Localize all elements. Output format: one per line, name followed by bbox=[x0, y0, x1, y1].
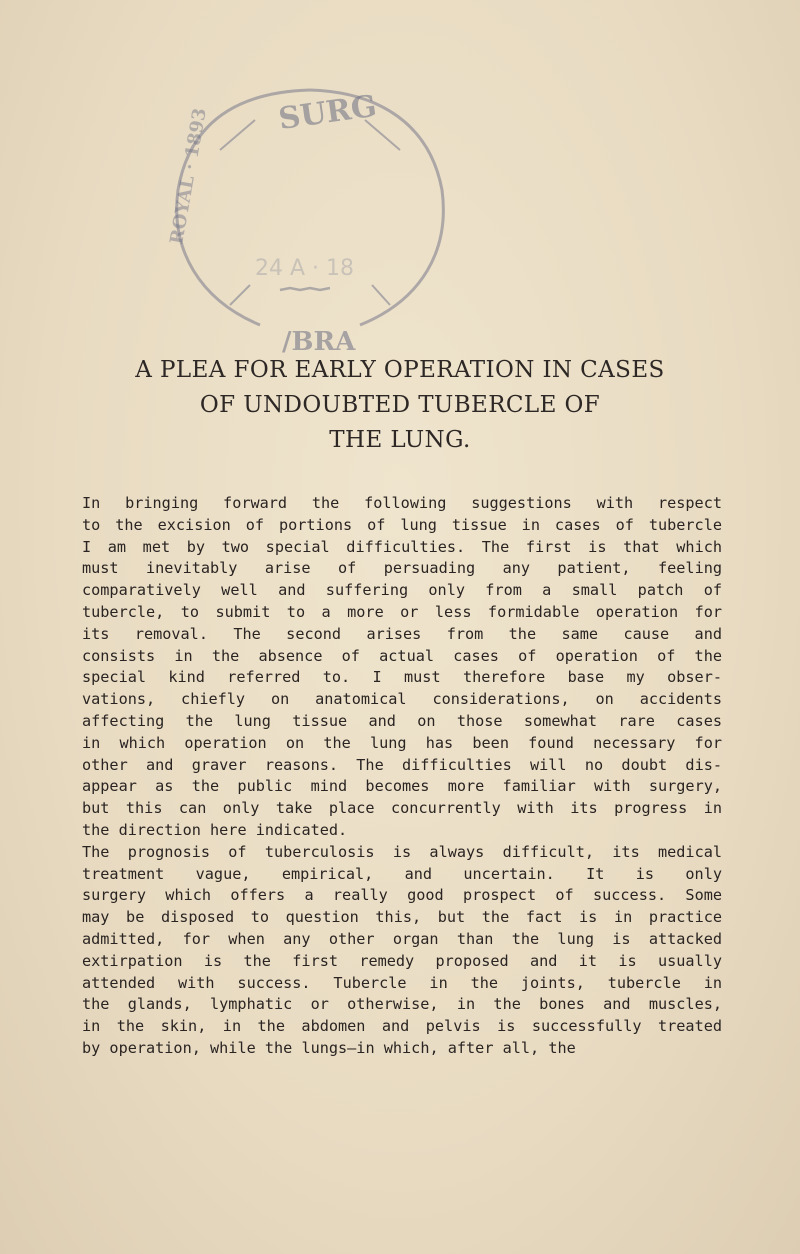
text-line: the glands, lymphatic or otherwise, in the bones and muscles, bbox=[82, 995, 722, 1014]
stamp-top-text: SURG bbox=[276, 88, 379, 138]
body-text bbox=[82, 493, 722, 1060]
text-line: vations, chiefly on anatomical considerations, on accidents bbox=[82, 690, 722, 709]
text-line: in which operation on the lung has been found necessary for bbox=[82, 733, 722, 752]
paragraph-2 bbox=[82, 842, 722, 1060]
text-line: consists in the absence of actual cases of operation of the bbox=[82, 646, 722, 665]
stamp-left-text: ROYAL · 1893 bbox=[166, 106, 211, 246]
text-line: but this can only take place concurrently with its progress in bbox=[82, 799, 722, 818]
text-line: affecting the lung tissue and on those somewhat rare cases bbox=[82, 711, 722, 730]
text-line: tubercle, to submit to a more or less formidable operation for bbox=[82, 602, 722, 621]
text-line: extirpation is the first remedy proposed and it is usually bbox=[82, 951, 722, 970]
title-line-1: A PLEA FOR EARLY OPERATION IN CASES bbox=[135, 357, 665, 383]
text-line: surgery which offers a really good prospect of success. Some bbox=[82, 886, 722, 905]
text-line: In bringing forward the following suggestions with respect bbox=[82, 494, 722, 512]
text-line: its removal. The second arises from the same cause and bbox=[82, 624, 722, 643]
text-line: comparatively well and suffering only from a small patch of bbox=[82, 581, 722, 600]
text-line: may be disposed to question this, but the fact is in practice bbox=[82, 908, 722, 927]
text-line: the direction here indicated. bbox=[82, 820, 348, 839]
title-line-3: THE LUNG. bbox=[329, 427, 471, 453]
text-line: I am met by two special difficulties. The first is that which bbox=[82, 537, 722, 556]
text-line: by operation, while the lungs—in which, after all, the bbox=[82, 1038, 576, 1057]
library-stamp-icon bbox=[160, 80, 470, 360]
text-line: treatment vague, empirical, and uncertain. It is only bbox=[82, 864, 722, 883]
text-line: in the skin, in the abdomen and pelvis is successfully treated bbox=[82, 1017, 722, 1036]
text-line: appear as the public mind becomes more familiar with surgery, bbox=[82, 777, 722, 796]
text-line: other and graver reasons. The difficulties will no doubt dis- bbox=[82, 755, 722, 774]
text-line: admitted, for when any other organ than the lung is attacked bbox=[82, 929, 722, 948]
text-line: attended with success. Tubercle in the joints, tubercle in bbox=[82, 973, 722, 992]
text-line: special kind referred to. I must therefore base my obser- bbox=[82, 668, 722, 687]
document-title bbox=[40, 353, 760, 458]
stamp-numbers: 24 A · 18 bbox=[255, 256, 355, 281]
text-line: The prognosis of tuberculosis is always difficult, its medical bbox=[82, 842, 722, 861]
paragraph-1 bbox=[82, 493, 722, 842]
text-line: must inevitably arise of persuading any patient, feeling bbox=[82, 559, 722, 578]
stamp-bottom-text: /BRA bbox=[282, 327, 356, 357]
title-line-2: OF UNDOUBTED TUBERCLE OF bbox=[199, 392, 601, 418]
text-line: to the excision of portions of lung tissue in cases of tubercle bbox=[82, 515, 722, 534]
